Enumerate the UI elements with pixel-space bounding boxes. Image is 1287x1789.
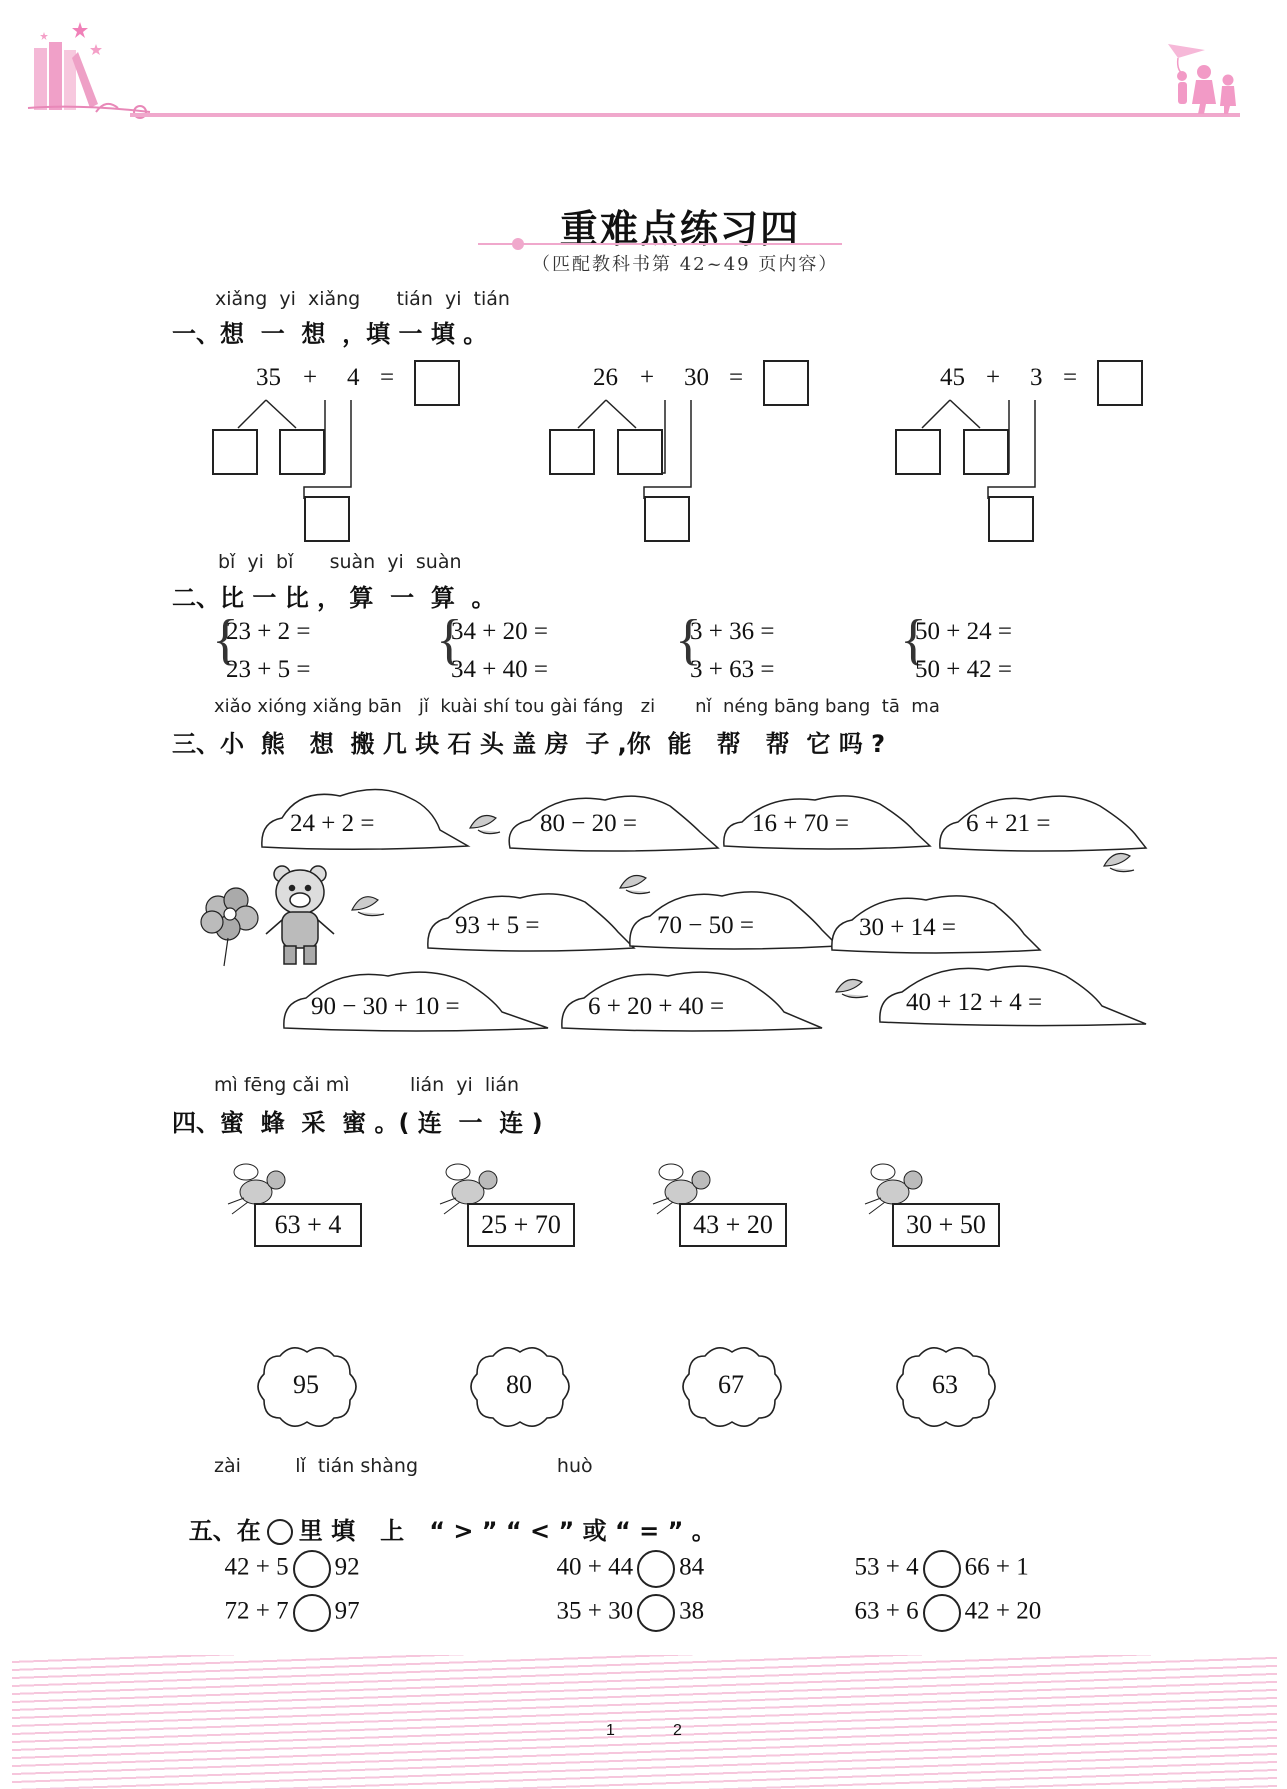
section4-heading: 四、蜜 蜂 采 蜜 。( 连 一 连 )	[172, 1109, 543, 1137]
footer-band	[12, 1655, 1277, 1789]
section5-heading-suffix: 里 填 上 “ > ” “ < ” 或 “ = ” 。	[298, 1517, 716, 1545]
section5-heading-prefix: 五、在	[188, 1517, 261, 1545]
s1-p1-b: 4	[347, 364, 360, 391]
s2-expr: 50 + 24 =	[915, 618, 1012, 645]
s1-p2-b: 30	[684, 364, 709, 391]
s1-p1-op: +	[303, 364, 318, 391]
compare-item	[544, 1566, 704, 1632]
stone-expr: 30 + 14 =	[859, 914, 956, 941]
answer-box[interactable]	[212, 429, 258, 475]
stone-expr: 93 + 5 =	[455, 912, 540, 939]
compare-item	[842, 1566, 1041, 1632]
compare-right: 92	[334, 1553, 360, 1581]
s1-p2-a: 26	[593, 364, 618, 391]
page-subtitle: （匹配教科书第 42~49 页内容）	[532, 254, 839, 275]
brace: {	[212, 609, 239, 671]
compare-left: 42 + 5	[224, 1553, 289, 1581]
bear-icon	[266, 866, 334, 964]
s1-p1-eq: =	[380, 364, 395, 391]
s1-p3-eq: =	[1063, 364, 1078, 391]
page-title: 重难点练习四	[560, 206, 801, 251]
brace: {	[675, 609, 702, 671]
brace: {	[436, 609, 463, 671]
s1-p3-a: 45	[940, 364, 965, 391]
compare-left: 63 + 6	[854, 1597, 919, 1625]
header-decoration	[0, 0, 1287, 140]
compare-right: 97	[334, 1597, 360, 1625]
s2-expr: 50 + 42 =	[915, 656, 1012, 683]
answer-box[interactable]	[963, 429, 1009, 475]
brace: {	[900, 609, 927, 671]
flower-number[interactable]: 95	[293, 1370, 319, 1399]
section2-heading: 二、比 一 比 ， 算 一 算 。	[172, 584, 496, 612]
s1-p3-b: 3	[1030, 364, 1043, 391]
answer-box[interactable]	[1097, 360, 1143, 406]
s1-p2-eq: =	[729, 364, 744, 391]
stone-expr: 24 + 2 =	[290, 810, 375, 837]
stone-expr: 40 + 12 + 4 =	[906, 989, 1043, 1016]
stone-expr: 70 − 50 =	[657, 912, 754, 939]
compare-left: 72 + 7	[224, 1597, 289, 1625]
section3-heading: 三、小 熊 想 搬 几 块 石 头 盖 房 子 ,你 能 帮 帮 它 吗 ?	[172, 730, 885, 758]
answer-box[interactable]	[549, 429, 595, 475]
answer-box[interactable]	[617, 429, 663, 475]
bees-row	[0, 1150, 1287, 1240]
s1-p3-op: +	[986, 364, 1001, 391]
answer-box[interactable]	[414, 360, 460, 406]
s1-p1-a: 35	[256, 364, 281, 391]
bee-card[interactable]: 30 + 50	[892, 1203, 1000, 1247]
compare-left: 53 + 4	[854, 1553, 919, 1581]
answer-box[interactable]	[895, 429, 941, 475]
section5-pinyin: zài lǐ tián shàng huò	[214, 1455, 593, 1477]
compare-left: 40 + 44	[556, 1553, 634, 1581]
page-number-right: 2	[673, 1722, 682, 1739]
compare-left: 35 + 30	[556, 1597, 634, 1625]
section1-heading: 一、想 一 想 ，填 一 填 。	[172, 320, 488, 348]
flower-number[interactable]: 63	[932, 1370, 958, 1399]
answer-box[interactable]	[304, 496, 350, 542]
answer-box[interactable]	[988, 496, 1034, 542]
stone-expr: 16 + 70 =	[752, 810, 849, 837]
children-kite-icon	[1168, 44, 1236, 114]
bee-card[interactable]: 63 + 4	[254, 1203, 362, 1247]
flower-number[interactable]: 67	[718, 1370, 744, 1399]
s2-expr: 34 + 20 =	[451, 618, 548, 645]
compare-circle[interactable]	[923, 1594, 961, 1632]
books-logo-icon	[28, 22, 150, 118]
answer-box[interactable]	[279, 429, 325, 475]
compare-right: 84	[679, 1553, 705, 1581]
compare-right: 42 + 20	[964, 1597, 1042, 1625]
page-number-left: 1	[606, 1722, 615, 1739]
s1-p2-op: +	[640, 364, 655, 391]
s2-expr: 34 + 40 =	[451, 656, 548, 683]
section4-pinyin: mì fēng cǎi mì lián yi lián	[214, 1074, 520, 1096]
stone-expr: 6 + 20 + 40 =	[588, 993, 725, 1020]
stone-expr: 80 − 20 =	[540, 810, 637, 837]
answer-box[interactable]	[763, 360, 809, 406]
stone-expr: 6 + 21 =	[966, 810, 1051, 837]
section2-pinyin: bǐ yi bǐ suàn yi suàn	[218, 551, 462, 573]
title-underline	[478, 238, 842, 250]
stone-expr: 90 − 30 + 10 =	[311, 993, 460, 1020]
section1-pinyin: xiǎng yi xiǎng tián yi tián	[215, 288, 510, 310]
s2-expr: 3 + 36 =	[690, 618, 775, 645]
flowers-row	[0, 1344, 1287, 1434]
bee-card[interactable]: 43 + 20	[679, 1203, 787, 1247]
compare-item	[212, 1566, 360, 1632]
flower-number[interactable]: 80	[506, 1370, 532, 1399]
bee-card[interactable]: 25 + 70	[467, 1203, 575, 1247]
compare-right: 66 + 1	[964, 1553, 1029, 1581]
answer-box[interactable]	[644, 496, 690, 542]
section3-pinyin: xiǎo xióng xiǎng bān jǐ kuài shí tou gài fáng zi nǐ néng bāng bang tā ma	[214, 696, 940, 717]
compare-right: 38	[679, 1597, 705, 1625]
compare-circle[interactable]	[293, 1594, 331, 1632]
flower-icon	[201, 888, 258, 966]
s2-expr: 23 + 2 =	[226, 618, 311, 645]
compare-circle[interactable]	[637, 1594, 675, 1632]
s2-expr: 23 + 5 =	[226, 656, 311, 683]
s2-expr: 3 + 63 =	[690, 656, 775, 683]
